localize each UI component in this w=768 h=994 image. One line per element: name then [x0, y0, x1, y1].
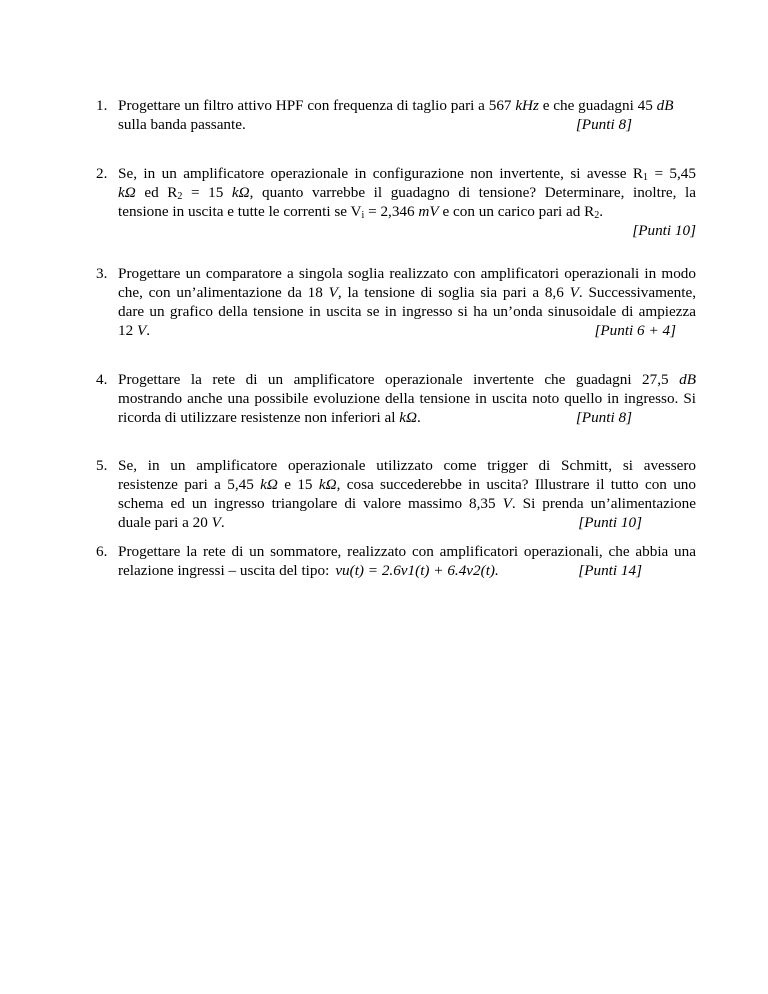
question-3 [96, 264, 696, 340]
question-text: Progettare la rete di un sommatore, realizzato con amplificatori operazionali, che abbia una relazione ingressi – uscita del tipo: vu(t) = 2.6v1(t) + 6.4v2(t). [Punti 14] [118, 543, 696, 579]
question-text: Progettare un comparatore a singola soglia realizzato con amplificatori operazionali in modo che, con un’alimentazione da 18 V, la tensione di soglia sia pari a 8,6 V. Successivamente, dare un grafico della tensione in uscita se in ingresso si ha un’onda sinusoidale di ampiezza 12 V. [Punti 6 + 4] [118, 265, 697, 339]
question-number: 3. [96, 265, 108, 282]
question-text: Se, in un amplificatore operazionale utilizzato come trigger di Schmitt, si avessero resistenze pari a 5,45 kΩ e 15 kΩ, cosa succederebbe in uscita? Illustrare il tutto con uno schema ed un ingresso triangolare di valore massimo 8,35 V. Si prenda un’alimentazione duale pari a 20 V. [Punti 10] [118, 457, 696, 531]
question-4 [96, 370, 696, 427]
question-2 [96, 164, 696, 240]
points-label: [Punti 6 + 4] [594, 322, 676, 339]
question-text: Se, in un amplificatore operazionale in configurazione non invertente, si avesse $R_1 = 5,45$ kΩ ed $R_2 = 15$ kΩ, quanto varrebbe il guadagno di tensione? Determinare, inoltre, la tensione in uscita e tutte le correnti se $V_i = 2,346$ mV e con un carico pari ad $R_2$. [Punti 10] [118, 165, 696, 239]
question-text: Progettare la rete di un amplificatore operazionale invertente che guadagni 27,5 dB mostrando anche una possibile evoluzione della tensione in uscita noto quello in ingresso. Si ricorda di utilizzare resistenze non inferiori al kΩ. [Punti 8] [118, 371, 696, 426]
question-number: 5. [96, 457, 108, 474]
question-number: 4. [96, 371, 108, 388]
question-5 [96, 456, 696, 532]
question-number: 1. [96, 97, 108, 114]
question-number: 6. [96, 543, 108, 560]
question-1: 1. Progettare un filtro attivo HPF con frequenza di taglio pari a 567 kHz e che guadagni 45 dB sulla banda passante. [Punti 8] [96, 96, 696, 134]
points-label: [Punti 10] [578, 514, 642, 531]
question-6 [96, 542, 696, 580]
question-text: Progettare un filtro attivo HPF con frequenza di taglio pari a 567 kHz e che guadagni 45 dB [118, 97, 674, 114]
points-label: [Punti 8] [575, 116, 632, 133]
points-label: [Punti 10] [632, 222, 696, 239]
question-number: 2. [96, 165, 108, 182]
points-label: [Punti 8] [575, 409, 632, 426]
points-label: [Punti 14] [578, 562, 642, 579]
sum-equation: vu(t) = 2.6v1(t) + 6.4v2(t). [335, 562, 499, 579]
